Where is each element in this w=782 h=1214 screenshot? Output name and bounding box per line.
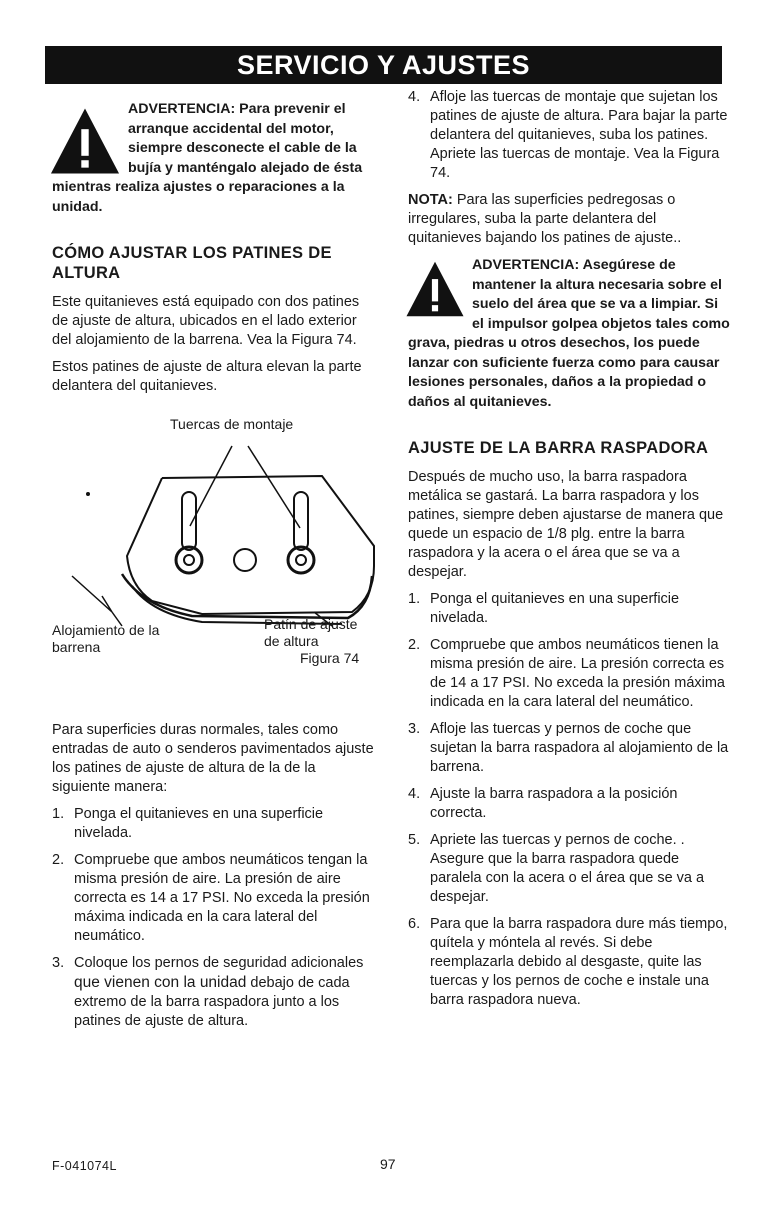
numbered-list [408,590,730,1010]
paragraph: Este quitanieves está equipado con dos patines de ajuste de altura, ubicados en el lado exterior del alojamiento de la barrena. Vea la Figura 74. [52,294,360,348]
paragraph: Para superficies duras normales, tales como entradas de auto o senderos pavimentados ajuste los patines de ajuste de altura de la de la siguiente manera: [52,722,374,795]
list-item: 6. Para que la barra raspadora dure más tiempo, quítela y móntela al revés. Si debe reemplazarla debido al desgaste, quite las tuercas y los pernos de coche e instale una barra raspadora nueva. [408,916,728,1008]
document-code: F-041074L [52,1159,117,1173]
page-number: 97 [380,1156,396,1172]
figure-caption: Figura 74 [300,650,360,666]
list-item: 4. Afloje las tuercas de montaje que sujetan los patines de ajuste de altura. Para bajar la parte delantera del quitanieves, suba los patines. Apriete las tuercas de montaje. Vea la Figura 74. [408,89,728,181]
section-heading: AJUSTE DE LA BARRA RASPADORA [408,439,709,457]
page-title: SERVICIO Y AJUSTES [45,46,722,84]
warning-text: ADVERTENCIA: Para prevenir el arranque accidental del motor, siempre desconecte el cable de la bujía y manténgalo alejado de ésta mientras realiza ajustes o reparaciones a la unidad. [52,101,363,215]
figure-74 [52,410,376,770]
warning-triangle-icon [404,258,466,320]
warning-block [52,100,376,217]
list-item: 3. Afloje las tuercas y pernos de coche que sujetan la barra raspadora al alojamiento de la barrena. [408,721,729,775]
figure-label-auger-housing: Alojamiento de la barrena [52,622,160,655]
section-heading: CÓMO AJUSTAR LOS PATINES DE ALTURA [52,244,332,282]
paragraph: Estos patines de ajuste de altura elevan la parte delantera del quitanieves. [52,359,362,394]
list-item: 4. Ajuste la barra raspadora a la posición correcta. [408,786,678,821]
figure-label-skid-shoe: Patín de ajuste de altura [264,616,358,649]
warning-triangle-icon [48,104,122,178]
numbered-list [408,88,730,183]
list-item: 5. Apriete las tuercas y pernos de coche. . Asegure que la barra raspadora quede paralela con la acera o el área que se va a despejar. [408,832,705,905]
right-column [408,88,730,1018]
list-item: 2. Compruebe que ambos neumáticos tienen la misma presión de aire. La presión correcta es de 14 a 17 PSI. No exceda la presión máxima indicada en la cara lateral del neumático. [408,637,725,710]
figure-label-mounting-nuts: Tuercas de montaje [170,416,294,432]
numbered-list [52,805,376,1031]
left-column [52,100,376,1029]
list-item: 1. Ponga el quitanieves en una superficie nivelada. [52,806,324,841]
list-item: 2. Compruebe que ambos neumáticos tengan la misma presión de aire. La presión de aire correcta es 14 a 17 PSI. No exceda la presión máxima indicada en la cara lateral del neumático. [52,852,370,944]
warning-block [408,256,730,412]
list-item: 1. Ponga el quitanieves en una superficie nivelada. [408,591,680,626]
note: NOTA: Para las superficies pedregosas o irregulares, suba la parte delantera del quitanieves bajando los patines de ajuste.. [408,192,682,246]
paragraph: Después de mucho uso, la barra raspadora metálica se gastará. La barra raspadora y los patines, siempre deben ajustarse de manera que quede un espacio de 1/8 plg. entre la barra raspadora y la acera o el área que se va a despejar. [408,469,724,580]
warning-text: ADVERTENCIA: Asegúrese de mantener la altura necesaria sobre el suelo del área que se va a limpiar. Si el impulsor golpea objetos tales como grava, piedras u otros desechos, los puede lanzar con suficiente fuerza como para causar lesiones personales, daños a la propiedad o daños al quitanieves. [408,257,730,410]
skid-shoe-diagram [52,436,376,636]
list-item: 3. Coloque los pernos de seguridad adicionales que vienen con la unidad debajo de cada extremo de la barra raspadora junto a los patines de ajuste de altura. [52,955,364,1029]
